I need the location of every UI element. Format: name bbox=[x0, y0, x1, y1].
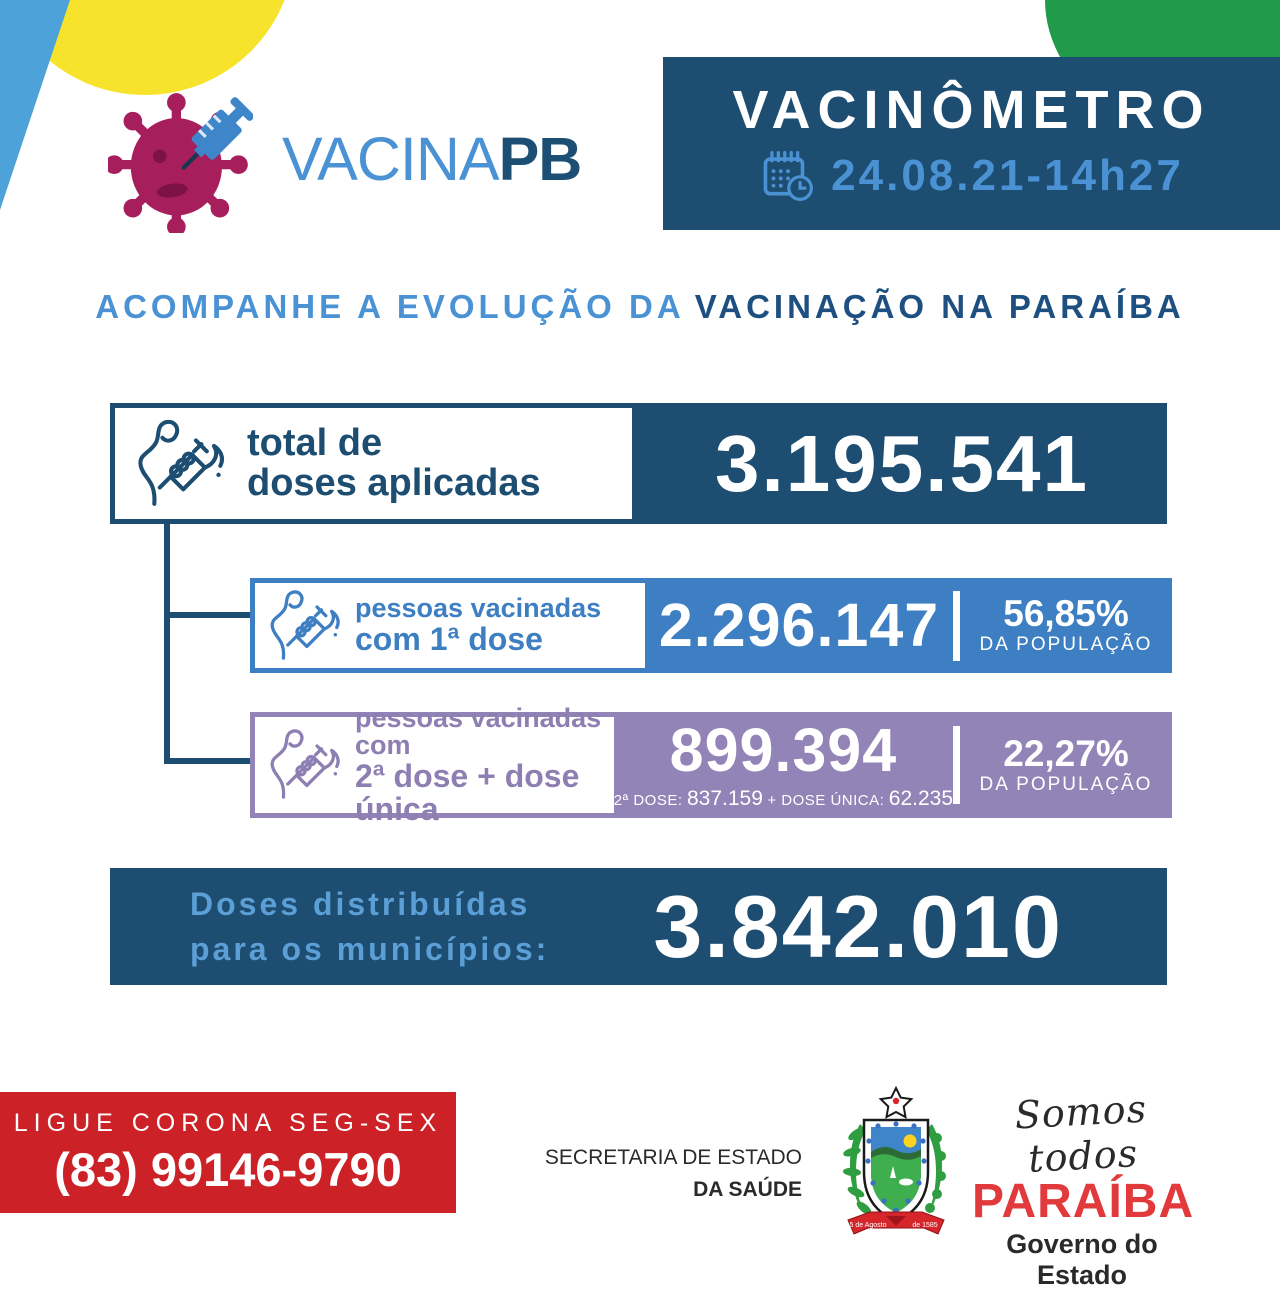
calendar-clock-icon bbox=[759, 147, 817, 205]
gov-state-name: PARAÍBA bbox=[972, 1175, 1195, 1228]
first-dose-label-panel bbox=[255, 583, 645, 668]
subtitle bbox=[0, 288, 1280, 326]
hotline-box bbox=[0, 1092, 456, 1213]
total-doses-box bbox=[110, 403, 1167, 524]
distributed-doses-value: 3.842.010 bbox=[653, 876, 1063, 976]
header-date-row bbox=[759, 147, 1184, 205]
connector-branch-dose2 bbox=[164, 758, 254, 764]
total-doses-label-panel bbox=[110, 403, 637, 524]
first-dose-box bbox=[250, 578, 1172, 673]
first-dose-label: pessoas vacinadas com 1ª dose bbox=[355, 593, 602, 657]
divider bbox=[953, 591, 960, 661]
svg-text:de 1585: de 1585 bbox=[912, 1222, 938, 1229]
secretariat-label: SECRETARIA DE ESTADO DA SAÚDE bbox=[544, 1146, 802, 1201]
header-panel bbox=[663, 57, 1280, 230]
wordmark-pb: PB bbox=[498, 125, 582, 193]
gov-script-text: Somos todos bbox=[1013, 1086, 1149, 1181]
second-dose-breakdown: 2ª DOSE: 837.159 + DOSE ÚNICA: 62.235 bbox=[613, 786, 953, 810]
total-doses-label: total de doses aplicadas bbox=[247, 421, 541, 504]
blue-wedge-decoration bbox=[0, 0, 70, 210]
divider bbox=[953, 726, 960, 804]
total-doses-value: 3.195.541 bbox=[637, 403, 1167, 524]
hotline-label: LIGUE CORONA SEG-SEX bbox=[13, 1108, 443, 1137]
injection-arm-icon bbox=[263, 728, 347, 802]
government-brand bbox=[972, 1086, 1195, 1291]
injection-arm-icon bbox=[129, 418, 233, 510]
svg-text:5 de Agosto: 5 de Agosto bbox=[849, 1222, 887, 1229]
injection-arm-icon bbox=[263, 589, 347, 663]
wordmark-vacina: VACINA bbox=[282, 125, 499, 193]
distributed-doses-label: Doses distribuídas para os municípios: bbox=[190, 885, 550, 967]
page-title: VACINÔMETRO bbox=[732, 79, 1211, 140]
second-dose-label-panel bbox=[255, 702, 614, 827]
subtitle-light: ACOMPANHE A EVOLUÇÃO DA bbox=[95, 288, 685, 325]
vacinapb-logo bbox=[282, 124, 581, 194]
second-dose-value: 899.394 bbox=[669, 715, 898, 784]
virus-syringe-icon bbox=[108, 88, 253, 233]
connector-vertical-line bbox=[164, 524, 170, 764]
first-dose-value-zone bbox=[645, 591, 953, 659]
subtitle-dark: VACINAÇÃO NA PARAÍBA bbox=[694, 288, 1185, 325]
second-dose-label: pessoas vacinadas com 2ª dose + dose única bbox=[355, 702, 602, 827]
hotline-phone: (83) 99146-9790 bbox=[54, 1142, 402, 1196]
second-dose-box bbox=[250, 702, 1172, 827]
first-dose-value: 2.296.147 bbox=[658, 591, 940, 659]
distributed-doses-box bbox=[110, 868, 1167, 985]
paraiba-coat-of-arms bbox=[840, 1086, 952, 1256]
second-dose-percent: 22,27% DA POPULAÇÃO bbox=[979, 732, 1153, 795]
first-dose-percent: 56,85% DA POPULAÇÃO bbox=[979, 593, 1153, 655]
gov-caption: Governo do Estado bbox=[1006, 1228, 1158, 1290]
second-dose-value-zone bbox=[613, 715, 953, 811]
connector-branch-dose1 bbox=[164, 612, 254, 618]
report-datetime: 24.08.21-14h27 bbox=[831, 150, 1184, 200]
